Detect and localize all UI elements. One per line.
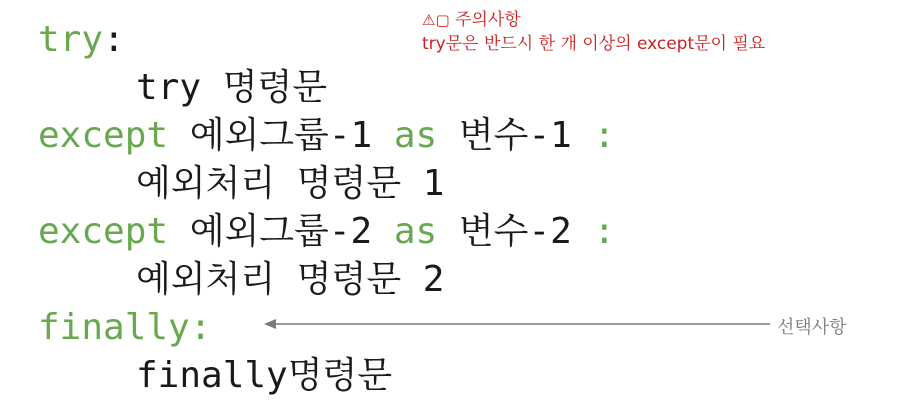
optional-label: 선택사항 <box>777 317 847 338</box>
keyword-as-1: as <box>393 115 438 156</box>
code-line-try <box>38 16 125 64</box>
except-2-variable: 변수-2 <box>437 211 594 252</box>
keyword-except-2: except <box>38 211 169 252</box>
except-1-colon: : <box>593 115 616 156</box>
warning-icon: ⚠︎▢ <box>422 11 450 29</box>
keyword-try: try <box>38 19 104 60</box>
code-line-try-body: try 명령문 <box>136 67 328 108</box>
warning-note-text: try문은 반드시 한 개 이상의 except문이 필요 <box>422 34 766 54</box>
warning-note-heading: 주의사항 <box>455 10 521 30</box>
keyword-finally: finally: <box>38 307 212 348</box>
except-1-variable: 변수-1 <box>437 115 594 156</box>
except-2-group: 예외그룹-2 <box>168 211 394 252</box>
code-line-except-2 <box>38 208 615 256</box>
code-line-except-2-body: 예외처리 명령문 2 <box>136 259 445 300</box>
warning-note-title <box>422 8 765 32</box>
except-2-colon: : <box>593 211 616 252</box>
code-line-finally <box>38 304 211 352</box>
keyword-as-2: as <box>393 211 438 252</box>
keyword-except-1: except <box>38 115 169 156</box>
code-line-except-1 <box>38 112 615 160</box>
code-line-except-1-body: 예외처리 명령문 1 <box>136 163 445 204</box>
code-line-finally-body: finally명령문 <box>136 355 393 396</box>
warning-note <box>422 8 765 56</box>
left-arrow-icon <box>264 314 770 334</box>
try-colon: : <box>103 19 125 60</box>
except-1-group: 예외그룹-1 <box>168 115 394 156</box>
